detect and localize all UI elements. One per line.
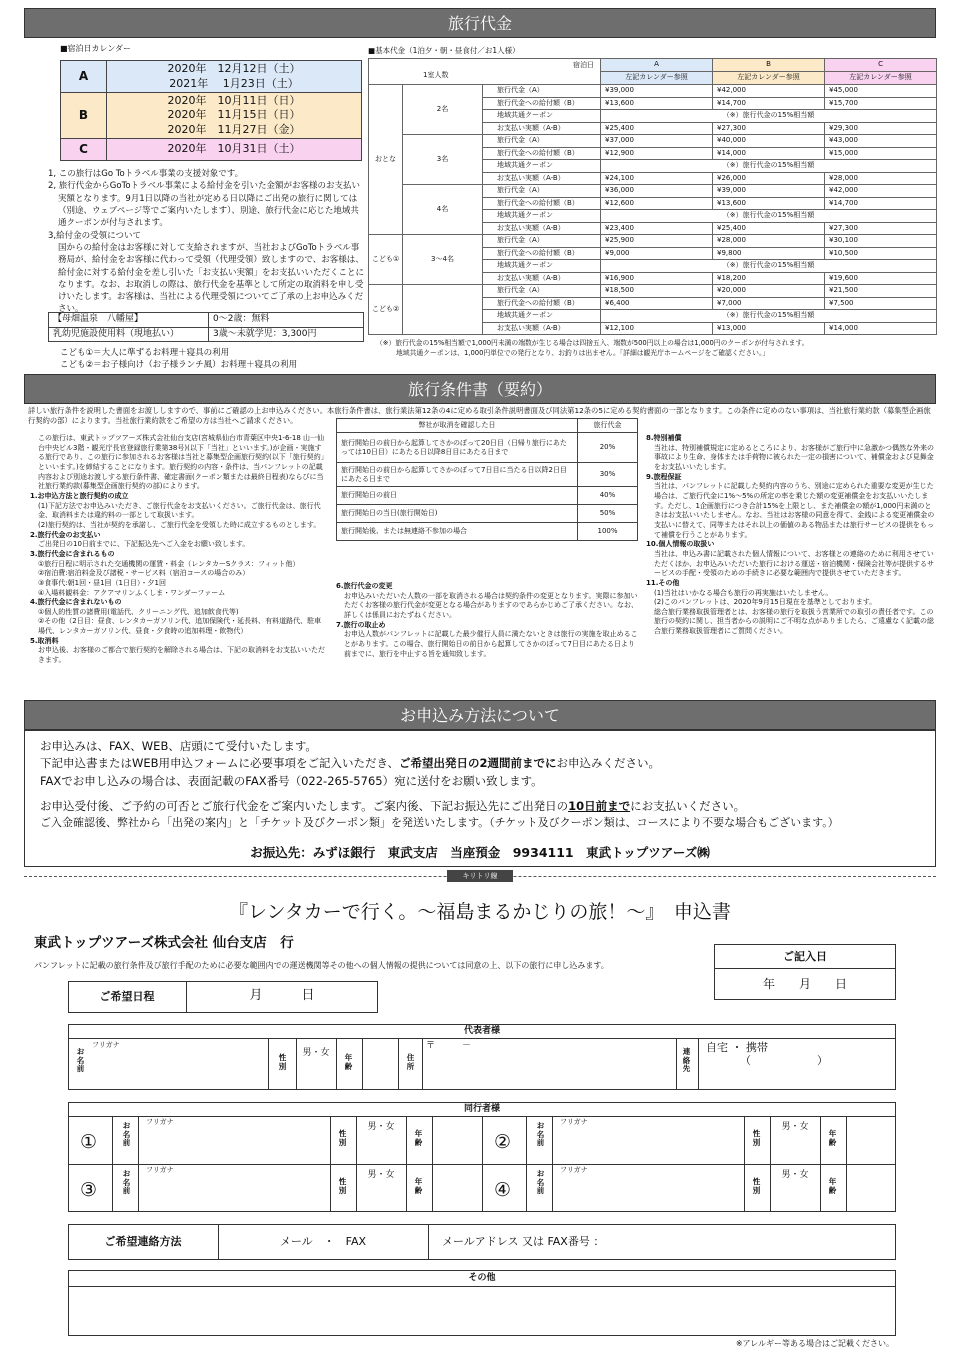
price-row xyxy=(369,235,937,248)
price-value: ¥6,400 xyxy=(601,297,713,310)
price-value: ¥28,000 xyxy=(713,235,825,248)
companion-age-input[interactable] xyxy=(436,1120,476,1160)
conditions-intro: 詳しい旅行条件を説明した書面をお渡ししますので、事前にご確認の上お申込みください。本旅行条件書は、旅行業法第12条の4に定める取引条件説明書面及び同法第12条の5に定める契約書面の一部となります。この条件に定めのない事項は、当社旅行業約款（募集型企画旅行契約の部）によります。当社旅行業約款をご希望の方は当社へご請求ください。 xyxy=(28,406,931,425)
price-section-header: 旅行代金 xyxy=(24,8,936,38)
calendar-title: ■宿泊日カレンダー xyxy=(60,44,132,53)
price-room-count: 3名 xyxy=(403,135,483,185)
price-value: ¥15,000 xyxy=(825,147,937,160)
price-value: ¥18,200 xyxy=(713,272,825,285)
companion-name-input[interactable] xyxy=(556,1176,736,1210)
cancel-when: 旅行開始日の前日から起算してさかのぼって20日目（日帰り旅行にあたっては10日目）にあたる日以降8日目にあたる日まで xyxy=(337,433,578,463)
companion-furigana: フリガナ xyxy=(560,1166,588,1174)
apply-text xyxy=(40,738,920,832)
entry-date-label: ご記入日 xyxy=(783,950,827,963)
price-item-label: お支払い実額（A-B） xyxy=(483,222,601,235)
condition-text: (2)旅行契約は、当社が契約を承諾し、ご旅行代金を受領した時に成立するものとします。 xyxy=(38,520,321,529)
price-value: ¥15,700 xyxy=(825,97,937,110)
price-row xyxy=(369,185,937,198)
price-table-title: ■基本代金（1泊夕・朝・昼食付／お1人様） xyxy=(368,46,520,55)
price-item-label: 旅行代金（A） xyxy=(483,85,601,98)
price-value: ¥14,700 xyxy=(713,97,825,110)
calendar-date: 2021年 1月23日（土） xyxy=(169,76,299,90)
companion-gender-select[interactable]: 男・女 xyxy=(367,1170,395,1180)
price-category: おとな xyxy=(369,85,403,235)
rep-contact-type[interactable]: 自宅 ・ 携帯 xyxy=(706,1041,768,1054)
condition-heading: 6.旅行代金の変更 xyxy=(336,582,393,590)
condition-text: 当社は、特別補償規定に定めるところにより、お客様がご旅行中に急激かつ偶然な外来の事故により生命、身体または手荷物に被られた一定の損害について、補償金および見舞金をお支払いいたします。 xyxy=(654,443,934,471)
conditions-section-header: 旅行条件書（要約） xyxy=(24,374,936,404)
kids-note: こども②＝お子様向け（お子様ランチ風）お料理＋寝具の利用 xyxy=(60,359,298,370)
companion-age-input[interactable] xyxy=(850,1120,890,1160)
rep-name-input[interactable] xyxy=(92,1052,268,1086)
contact-method-label: ご希望連絡方法 xyxy=(104,1235,182,1248)
price-value: ¥7,500 xyxy=(825,297,937,310)
price-item-label: 旅行代金への給付額（B） xyxy=(483,197,601,210)
consent-text: パンフレットに記載の旅行条件及び旅行手配のために必要な範囲内での運送機関等その他への個人情報の提供については同意の上、以下の旅行に申し込みます。 xyxy=(34,961,609,970)
other-label: その他 xyxy=(468,1273,496,1283)
companion-number: ② xyxy=(494,1131,512,1153)
cancel-row xyxy=(337,523,638,541)
price-value: ¥39,000 xyxy=(601,85,713,98)
companion-furigana: フリガナ xyxy=(560,1118,588,1126)
hotel-free: 0～2歳：無料 xyxy=(209,313,364,328)
rep-gender-label: 性別 xyxy=(278,1053,287,1071)
price-room-count: 3～4名 xyxy=(403,235,483,285)
contact-method-select[interactable]: メール ・ FAX xyxy=(279,1235,367,1248)
cancel-rate: 40% xyxy=(578,487,638,505)
rep-age-label: 年齢 xyxy=(344,1053,353,1071)
apply-line-part: にお支払いください。 xyxy=(630,798,746,813)
price-item-label: お支払い実額（A-B） xyxy=(483,172,601,185)
price-value: ¥19,600 xyxy=(825,272,937,285)
price-item-label: 旅行代金（A） xyxy=(483,235,601,248)
cancel-head-fee: 旅行代金 xyxy=(578,419,638,433)
condition-heading: 8.特別補償 xyxy=(646,434,682,442)
price-item-label: お支払い実額（A-B） xyxy=(483,272,601,285)
companion-gender-select[interactable]: 男・女 xyxy=(781,1122,809,1132)
price-value: ¥9,800 xyxy=(713,247,825,260)
price-item-label: 旅行代金への給付額（B） xyxy=(483,297,601,310)
conditions-column-2 xyxy=(336,582,638,659)
cancel-row xyxy=(337,505,638,523)
condition-text: 当社は、申込み書に記載された個人情報について、お客様との連絡のために利用させていただくほか、お申込みいただいた旅行における運送・宿泊機関・保険会社等が提供するサービスの手配・受領のための手続きに必要な範囲内で提供させていただきます。 xyxy=(654,549,934,578)
price-value: ¥45,000 xyxy=(825,85,937,98)
price-value: ¥10,500 xyxy=(825,247,937,260)
bank-account: お振込先：みずほ銀行 東武支店 当座預金 9934111 東武トップツアーズ㈱ xyxy=(250,845,710,860)
coupon-note: （※）旅行代金の15%相当額 xyxy=(601,110,937,123)
companion-name-label: お名前 xyxy=(536,1169,545,1196)
allergy-note: ※アレルギー等ある場合はご記載ください。 xyxy=(735,1339,894,1348)
price-value: ¥21,500 xyxy=(825,285,937,298)
column-c: C xyxy=(825,59,937,72)
price-item-label: 旅行代金への給付額（B） xyxy=(483,147,601,160)
calendar-date: 2020年 11月27日（金） xyxy=(167,122,301,136)
apply-line: FAXでお申し込みの場合は、表面記載のFAX番号（022-265-5765）宛に送付をお願い致します。 xyxy=(40,773,543,788)
rep-gender-select[interactable]: 男・女 xyxy=(302,1048,330,1058)
price-category: こども① xyxy=(369,235,403,285)
price-notes xyxy=(48,168,364,316)
price-row xyxy=(369,85,937,98)
price-value: ¥14,700 xyxy=(825,197,937,210)
price-item-label: 地域共通クーポン xyxy=(483,160,601,173)
companion-age-label: 年齢 xyxy=(828,1177,837,1195)
apply-section-header: お申込み方法について xyxy=(24,700,936,730)
calendar-date: 2020年 10月31日（土） xyxy=(167,142,301,156)
calendar-key-b: B xyxy=(61,93,107,139)
cancel-rate: 30% xyxy=(578,463,638,487)
rep-age-input[interactable] xyxy=(364,1040,396,1088)
condition-text: 総合旅行業務取扱管理者とは、お客様の旅行を取扱う営業所での取引の責任者です。この旅行の契約に関し、担当者からの説明にご不明な点がありましたら、ご遠慮なく記載の総合旅行業務取扱管理者にご質問ください。 xyxy=(654,607,934,636)
column-c-sub: 左記カレンダー参照 xyxy=(825,72,937,85)
price-category: こども② xyxy=(369,285,403,335)
condition-heading: 10.個人情報の取扱い xyxy=(646,540,715,549)
rep-contact-input[interactable]: （ ） xyxy=(740,1054,828,1067)
apply-deadline: ご希望出発日の2週間前までに xyxy=(399,756,557,771)
condition-heading: 3.旅行代金に含まれるもの xyxy=(30,549,115,558)
condition-text: (2)このパンフレットは、2020年9月15日現在を基準としております。 xyxy=(654,598,877,607)
column-a: A xyxy=(601,59,713,72)
hotel-name: 【母畑温泉 八幡屋】 xyxy=(49,313,209,328)
hotel-facility: 乳幼児施設使用料（現地払い） xyxy=(49,327,209,342)
kids-notes xyxy=(60,348,297,372)
price-value: ¥12,100 xyxy=(601,322,713,335)
kids-note: こども①＝大人に準ずるお料理＋寝具の利用 xyxy=(60,348,230,358)
condition-text: ①個人的性質の諸費用(電話代、クリーニング代、追加飲食代等) xyxy=(38,607,239,616)
companion-number: ① xyxy=(80,1131,98,1153)
price-room-count: 2名 xyxy=(403,85,483,135)
price-item-label: 旅行代金（A） xyxy=(483,185,601,198)
price-value: ¥40,000 xyxy=(713,135,825,148)
cancel-rate: 50% xyxy=(578,505,638,523)
cancel-rate: 100% xyxy=(578,523,638,541)
price-value: ¥37,000 xyxy=(601,135,713,148)
price-item-label: 旅行代金（A） xyxy=(483,135,601,148)
calendar-date: 2020年 12月12日（土） xyxy=(167,62,301,76)
corner-bottom: 1室人数 xyxy=(423,71,449,79)
column-b-sub: 左記カレンダー参照 xyxy=(713,72,825,85)
entry-date-field[interactable]: 年 月 日 xyxy=(762,977,847,991)
coupon-note: （※）旅行代金の15%相当額 xyxy=(601,310,937,323)
cancel-rate: 20% xyxy=(578,433,638,463)
price-item-label: 地域共通クーポン xyxy=(483,310,601,323)
agency-name: 東武トップツアーズ株式会社 仙台支店 行 xyxy=(34,935,294,951)
apply-line-part: お申込みください。 xyxy=(556,756,661,771)
companion-gender-select[interactable]: 男・女 xyxy=(367,1122,395,1132)
condition-text: (1)下記方法でお申込みいただき、ご旅行代金をお支払いください。ご旅行代金は、旅行代金、取消料または違約料の一部として取扱います。 xyxy=(38,501,321,520)
note-item: 国からの給付金はお客様に対して支給されますが、当社およびGoToトラベル事務局が、給付金をお客様に代わって受領（代理受領）致しますので、お客様は、給付金に対する給付金を差し引いた「お支払い実額」をお支払いいただくことになります。なお、お取消しの際は、旅行代金を基準として所定の取消料を申し受けいたします。お客様は、当社による代理受領についてご了承の上お申込みください。 xyxy=(58,242,365,315)
price-footnote: （※）旅行代金の15%相当額で1,000円未満の端数が生じる場合は四捨五入、端数が500円以上の場合は1,000円のクーポンが付与されます。 xyxy=(376,339,809,347)
companion-name-label: お名前 xyxy=(122,1169,131,1196)
price-item-label: 旅行代金（A） xyxy=(483,285,601,298)
price-row xyxy=(369,135,937,148)
payment-deadline: 10日前まで xyxy=(568,798,631,813)
condition-text: ③食事代:朝1回・昼1回（1日目）・夕1回 xyxy=(38,578,166,587)
companion-furigana: フリガナ xyxy=(146,1118,174,1126)
companion-number: ④ xyxy=(494,1179,512,1201)
price-value: ¥7,000 xyxy=(713,297,825,310)
condition-text: ご出発日の10日前までに、下記振込先へご入金をお願い致します。 xyxy=(38,540,250,549)
apply-line xyxy=(40,798,920,815)
condition-text: ④入場料観料金：アクアマリンふくしま・ワンダーファーム xyxy=(38,588,226,597)
conditions-column-1 xyxy=(30,434,326,666)
price-room-count: 4名 xyxy=(403,185,483,235)
price-value: ¥42,000 xyxy=(713,85,825,98)
price-value: ¥16,900 xyxy=(601,272,713,285)
price-value: ¥27,300 xyxy=(825,222,937,235)
cancel-row xyxy=(337,463,638,487)
condition-heading: 1.お申込方法と旅行契約の成立 xyxy=(30,491,129,500)
companion-gender-label: 性別 xyxy=(338,1129,347,1147)
companion-age-input[interactable] xyxy=(436,1168,476,1208)
note-item: 1, この旅行はGo Toトラベル事業の支援対象です。 xyxy=(48,169,244,179)
price-value: ¥27,300 xyxy=(713,122,825,135)
companion-name-input[interactable] xyxy=(142,1176,322,1210)
condition-heading: 9.旅程保証 xyxy=(646,472,682,481)
companion-name-input[interactable] xyxy=(142,1128,322,1162)
apply-line-part: お申込受付後、ご予約の可否とご旅行代金をご案内いたします。ご案内後、下記お振込先にご出発日の xyxy=(40,798,569,813)
price-value: ¥28,000 xyxy=(825,172,937,185)
column-a-sub: 左記カレンダー参照 xyxy=(601,72,713,85)
price-value: ¥26,000 xyxy=(713,172,825,185)
desired-date-label: ご希望日程 xyxy=(99,990,155,1003)
other-input[interactable] xyxy=(72,1290,892,1332)
condition-heading: 11.その他 xyxy=(646,578,680,587)
price-item-label: 地域共通クーポン xyxy=(483,210,601,223)
price-item-label: 地域共通クーポン xyxy=(483,260,601,273)
cancel-head-date: 弊社が取消を確認した日 xyxy=(337,419,578,433)
price-value: ¥43,000 xyxy=(825,135,937,148)
conditions-column-3 xyxy=(646,434,936,637)
companion-name-label: お名前 xyxy=(536,1121,545,1148)
price-row xyxy=(369,285,937,298)
price-value: ¥36,000 xyxy=(601,185,713,198)
stay-calendar-table xyxy=(60,60,362,161)
apply-line: お申込みは、FAX、WEB、店頭にて受付いたします。 xyxy=(40,739,317,753)
apply-line: ご入金確認後、弊社から「出発の案内」と「チケット及びクーポン類」を発送いたします。（チケット及びクーポン類は、コースにより不要な場合もございます。） xyxy=(40,816,839,829)
price-value: ¥20,000 xyxy=(713,285,825,298)
price-value: ¥30,100 xyxy=(825,235,937,248)
companion-age-input[interactable] xyxy=(850,1168,890,1208)
price-value: ¥14,000 xyxy=(825,322,937,335)
condition-text: お申込人数がパンフレットに記載した最少催行人員に満たないときは旅行の実施を取止めることがあります。この場合、旅行開始日の前日から起算してさかのぼって7日目にあたる日より前までに、旅行を中止する旨を通知致します。 xyxy=(344,630,638,658)
cut-line-label: キリトリ線 xyxy=(447,870,513,882)
column-b: B xyxy=(713,59,825,72)
calendar-key-c: C xyxy=(61,138,107,160)
companion-number: ③ xyxy=(80,1179,98,1201)
cancel-when: 旅行開始後、または無連絡不参加の場合 xyxy=(337,523,578,541)
price-value: ¥25,400 xyxy=(713,222,825,235)
condition-text: この旅行は、東武トップツアーズ株式会社仙台支店(宮城県仙台市青葉区中央1-6-18 山一仙台中央ビル3階・観光庁長官登録旅行業第38号)(以下「当社」といいます。)が企画・実施する旅行であり、この旅行に参加されるお客様は当社と募集型企画旅行契約(以下「旅行契約」といいます。)を締結することになります。旅行契約の内容・条件は、当パンフレットの記載内容および別途お渡しする旅行条件書、確定書面(クーポン類または最終日程表)ならびに当社旅行業約款(募集型企画旅行契約の部)によります。 xyxy=(38,434,325,491)
cancel-row xyxy=(337,487,638,505)
companion-age-label: 年齢 xyxy=(414,1129,423,1147)
condition-text: ②宿泊費:宿泊料金及び諸税・サービス料（宿泊コースの場合のみ） xyxy=(38,569,250,578)
companion-name-label: お名前 xyxy=(122,1121,131,1148)
mail-fax-input[interactable] xyxy=(612,1228,892,1256)
price-item-label: お支払い実額（A-B） xyxy=(483,322,601,335)
price-value: ¥12,900 xyxy=(601,147,713,160)
price-value: ¥9,000 xyxy=(601,247,713,260)
companion-gender-select[interactable]: 男・女 xyxy=(781,1170,809,1180)
price-value: ¥14,000 xyxy=(713,147,825,160)
price-item-label: 旅行代金への給付額（B） xyxy=(483,97,601,110)
rep-address-input[interactable]: 〒 － xyxy=(426,1041,472,1051)
rep-address-label: 住所 xyxy=(406,1053,415,1071)
rep-contact-label: 連絡先 xyxy=(682,1047,691,1074)
corner-top: 宿泊日 xyxy=(573,61,595,69)
representative-title: 代表者様 xyxy=(463,1026,500,1036)
price-value: ¥13,600 xyxy=(713,197,825,210)
price-footnotes xyxy=(376,338,936,358)
price-value: ¥25,900 xyxy=(601,235,713,248)
coupon-note: （※）旅行代金の15%相当額 xyxy=(601,210,937,223)
cancel-fee-table xyxy=(336,418,638,541)
price-value: ¥12,600 xyxy=(601,197,713,210)
price-table xyxy=(368,58,937,335)
price-item-label: 旅行代金への給付額（B） xyxy=(483,247,601,260)
condition-text: (1)当社はいかなる場合も旅行の再実施はいたしません。 xyxy=(654,588,833,597)
companions-title: 同行者様 xyxy=(463,1104,500,1114)
calendar-date: 2020年 11月15日（日） xyxy=(167,108,301,122)
note-item: 3,給付金の受領について xyxy=(48,230,141,241)
companion-gender-label: 性別 xyxy=(752,1177,761,1195)
condition-heading: 4.旅行代金に含まれないもの xyxy=(30,598,122,607)
price-value: ¥23,400 xyxy=(601,222,713,235)
calendar-key-a: A xyxy=(61,61,107,93)
condition-text: ②その他（2日目：昼食、レンタカーガソリン代、追加保険代・延長料、有料道路代、駐車場代、レンタカーガソリン代、昼食・夕食時の追加料理・飲物代） xyxy=(38,617,322,636)
price-value: ¥13,600 xyxy=(601,97,713,110)
companion-gender-label: 性別 xyxy=(752,1129,761,1147)
cancel-when: 旅行開始日の当日(旅行開始日) xyxy=(337,505,578,523)
apply-line xyxy=(40,755,920,772)
companion-gender-label: 性別 xyxy=(338,1177,347,1195)
price-value: ¥13,000 xyxy=(713,322,825,335)
companion-age-label: 年齢 xyxy=(414,1177,423,1195)
hotel-fee-table xyxy=(48,312,364,342)
price-value: ¥29,300 xyxy=(825,122,937,135)
companion-age-label: 年齢 xyxy=(828,1129,837,1147)
rep-name-label: お名前 xyxy=(76,1047,85,1074)
form-title: 『レンタカーで行く。～福島まるかじりの旅！～』 申込書 xyxy=(229,901,731,923)
condition-text: ①旅行日程に明示された交通機関の運賃・料金（レンタカーSクラス：フィット他） xyxy=(38,559,300,568)
note-item: 2, 旅行代金からGoToトラベル事業による給付金を引いた金額がお客様のお支払い実額となります。9月1日以降の当社が定める日以降にご出発の旅行に関しては（別途、ウェブページ等でご案内いたします）、別途、旅行代金に応じた地域共通クーポンが付与されます。 xyxy=(48,181,361,229)
calendar-date: 2020年 10月11日（日） xyxy=(167,94,301,107)
companion-furigana: フリガナ xyxy=(146,1166,174,1174)
condition-text: お申込後、お客様のご都合で旅行契約を解除される場合は、下記の取消料をお支払いいただきます。 xyxy=(38,646,325,665)
apply-line-part: 下記申込書またはWEB用申込フォームに必要事項をご記入いただき、 xyxy=(40,756,399,771)
desired-date-field[interactable]: 月 日 xyxy=(249,988,315,1003)
price-value: ¥25,400 xyxy=(601,122,713,135)
condition-heading: 5.取消料 xyxy=(30,636,59,645)
mail-fax-label: メールアドレス 又は FAX番号 ： xyxy=(442,1235,605,1248)
price-value: ¥42,000 xyxy=(825,185,937,198)
rep-furigana: フリガナ xyxy=(92,1041,120,1049)
coupon-note: （※）旅行代金の15%相当額 xyxy=(601,160,937,173)
price-value: ¥24,100 xyxy=(601,172,713,185)
cancel-row xyxy=(337,433,638,463)
hotel-fee: 3歳～未就学児：3,300円 xyxy=(209,327,364,342)
price-item-label: お支払い実額（A-B） xyxy=(483,122,601,135)
companion-name-input[interactable] xyxy=(556,1128,736,1162)
condition-text: お申込みいただいた人数の一部を取消される場合は契約条件の変更となります。実際に参加いただくお客様の旅行代金が変更となる場合がありますのであらかじめご了承ください。なお、詳しくは係員におたずねください。 xyxy=(344,591,638,619)
condition-heading: 2.旅行代金のお支払い xyxy=(30,530,101,539)
condition-heading: 7.旅行の取止め xyxy=(336,620,386,629)
cancel-when: 旅行開始日の前日 xyxy=(337,487,578,505)
condition-text: 当社は、パンフレットに記載した契約内容のうち、別途に定められた重要な変更が生じた場合は、ご旅行代金に1%～5%の所定の率を乗じた額の変更補償金をお支払いいたします。ただし、1企画旅行につき合計15%を上限とし、また補償金の額が1,000円未満のときはお支払いいたしません。なお、当社はお客様の同意を得て、金銭による変更補償金の支払いに替えて、同等またはそれ以上の価値のある物品または旅行サービスの提供をもって補償を行うことがあります。 xyxy=(654,482,935,539)
coupon-note: （※）旅行代金の15%相当額 xyxy=(601,260,937,273)
price-item-label: 地域共通クーポン xyxy=(483,110,601,123)
cancel-when: 旅行開始日の前日から起算してさかのぼって7日目に当たる日以降2日目にあたる日まで xyxy=(337,463,578,487)
price-value: ¥39,000 xyxy=(713,185,825,198)
price-room-count xyxy=(403,285,483,335)
price-footnote: 地域共通クーポンは、1,000円単位での発行となり、お釣りは出ません。「詳細は観光庁ホームページをご確認ください。」 xyxy=(396,349,770,358)
price-value: ¥18,500 xyxy=(601,285,713,298)
